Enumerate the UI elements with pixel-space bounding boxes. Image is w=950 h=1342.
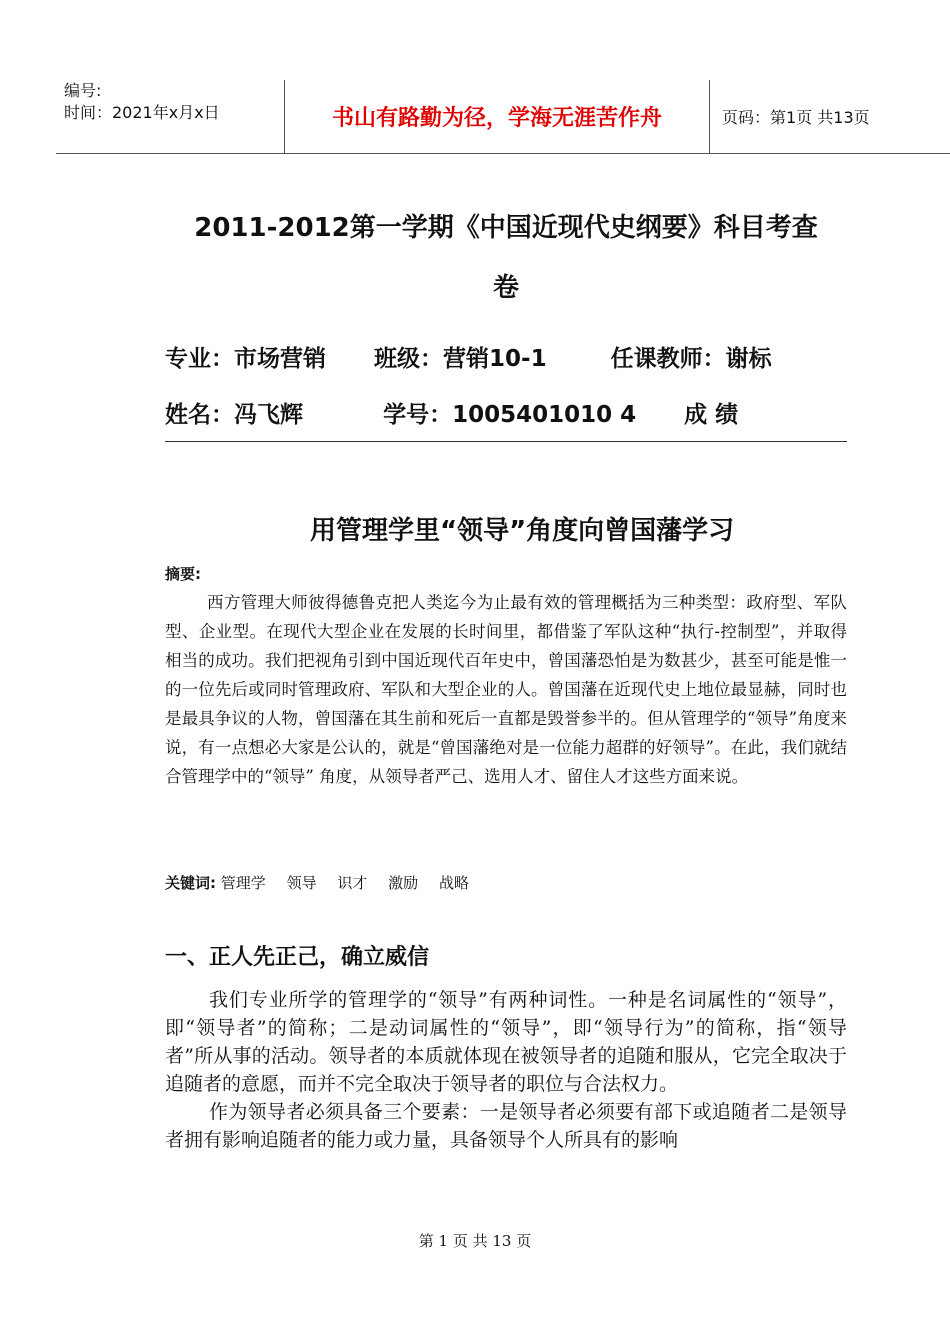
keyword: 激励 [388,874,419,892]
document-title [165,198,847,318]
keywords-label: 关键词: [165,874,216,892]
keyword: 识才 [337,874,368,892]
section-1-paragraph-2: 作为领导者必须具备三个要素：一是领导者必须要有部下或追随者二是领导者拥有影响追随者的能力或力量，具备领导个人所具有的影响 [165,1101,847,1151]
title-line-1: 2011-2012第一学期《中国近现代史纲要》科目考查 [194,213,818,243]
section-1-paragraph-1: 我们专业所学的管理学的“领导”有两种词性。一种是名词属性的“领导”，即“领导者”的简称；二是动词属性的“领导”，即“领导行为”的简称，指“领导者”所从事的活动。领导者的本质就体现在被领导者的追随和服从，它完全取决于追随者的意愿，而并不完全取决于领导者的职位与合法权力。 [165,989,847,1095]
abstract-text: 西方管理大师彼得德鲁克把人类迄今为止最有效的管理概括为三种类型：政府型、军队型、企业型。在现代大型企业在发展的长时间里，都借鉴了军队这种“执行-控制型”，并取得相当的成功。我们把视角引到中国近现代百年史中，曾国藩恐怕是为数甚少，甚至可能是惟一的一位先后或同时管理政府、军队和大型企业的人。曾国藩在近现代史上地位最显赫，同时也是最具争议的人物，曾国藩在其生前和死后一直都是毁誉参半的。但从管理学的“领导”角度来说，有一点想必大家是公认的，就是“曾国藩绝对是一位能力超群的好领导”。在此，我们就结合管理学中的“领导” 角度，从领导者严己、选用人才、留住人才这些方面来说。 [165,593,847,786]
student-info-line-1: 专业：市场营销 班级：营销10-1 任课教师：谢标 [165,346,772,372]
keywords [165,872,485,893]
abstract-label: 摘要: [165,565,201,583]
section-1-title: 一、正人先正己，确立威信 [165,945,430,970]
document-header [56,80,950,154]
essay-title: 用管理学里“领导”角度向曾国藩学习 [310,516,735,546]
keyword: 战略 [438,874,469,892]
section-1-body [165,986,847,1154]
number-label: 编号: [64,81,102,100]
header-page-info: 页码：第1页 共13页 [722,108,870,127]
time-label: 时间：2021年x月x日 [64,103,220,122]
header-meta [56,80,284,153]
divider [165,441,847,442]
page-footer: 第 1 页 共 13 页 [418,1232,532,1250]
title-line-2: 卷 [492,273,519,303]
keyword: 管理学 [220,874,266,892]
student-info-line-2: 姓名：冯飞辉 学号：1005401010 4 成 绩 [165,402,739,428]
keyword: 领导 [286,874,317,892]
header-motto: 书山有路勤为径，学海无涯苦作舟 [284,80,710,153]
